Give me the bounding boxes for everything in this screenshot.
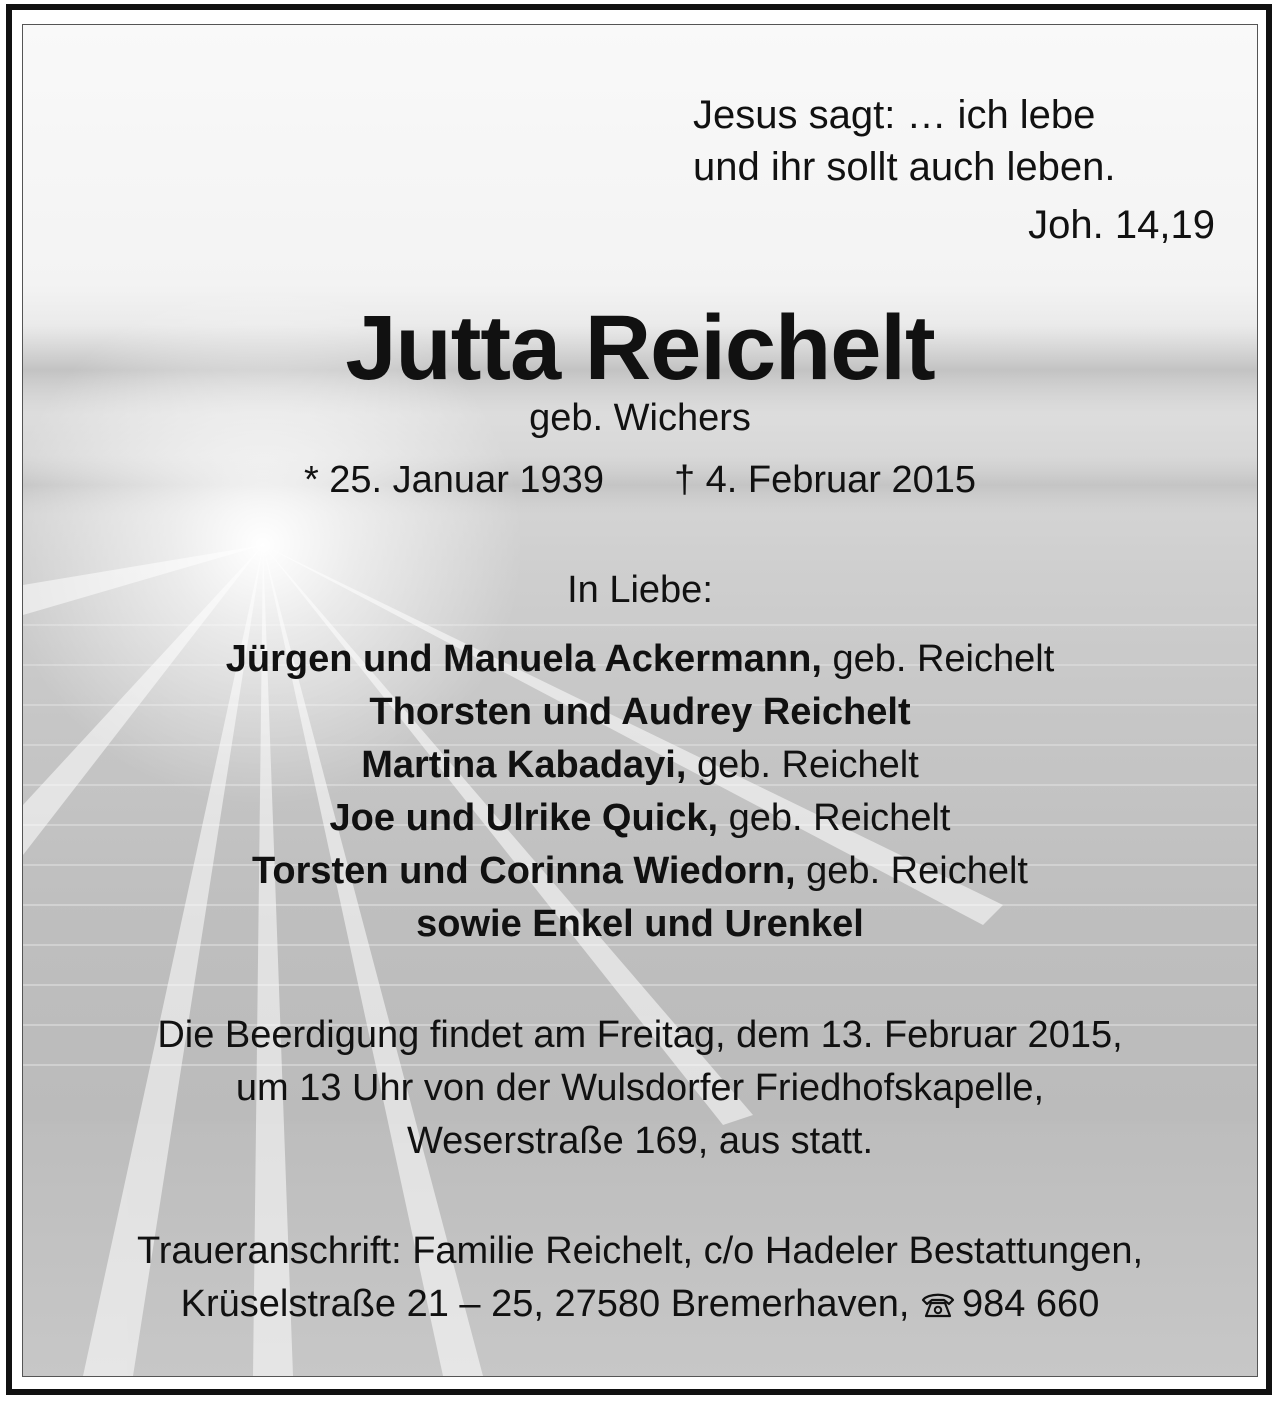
birth-date: * 25. Januar 1939 [303, 459, 604, 501]
mourner-line [23, 686, 1257, 739]
mourner-line [23, 739, 1257, 792]
mourner-suffix: geb. Reichelt [821, 638, 1055, 680]
notice-panel [22, 24, 1258, 1377]
mourner-name: Jürgen und Manuela Ackermann, [225, 638, 822, 680]
verse-line: und ihr sollt auch leben. [693, 145, 1116, 189]
maiden-name: geb. Wichers [529, 397, 751, 439]
mourner-name: sowie Enkel und Urenkel [416, 903, 864, 945]
address-line: Traueranschrift: Familie Reichelt, c/o Hadeler Bestattungen, [136, 1230, 1144, 1272]
life-dates [23, 455, 1257, 505]
address-line [23, 1278, 1257, 1331]
funeral-notice-line: Weserstraße 169, aus statt. [406, 1120, 874, 1162]
mourner-name: Thorsten und Audrey Reichelt [369, 691, 911, 733]
bible-verse [693, 89, 1213, 193]
mourner-name: Joe und Ulrike Quick, [329, 797, 719, 839]
telephone-icon [920, 1282, 956, 1335]
deceased-name: Jutta Reichelt [345, 297, 935, 399]
mourner-name: Martina Kabadayi, [361, 744, 687, 786]
mourning-address [23, 1225, 1257, 1331]
mourner-suffix: geb. Reichelt [718, 797, 951, 839]
mourner-suffix: geb. Reichelt [795, 850, 1028, 892]
mourner-line [23, 633, 1257, 686]
address-street: Krüselstraße 21 – 25, 27580 Bremerhaven, [180, 1283, 910, 1325]
death-date: † 4. Februar 2015 [673, 459, 977, 501]
mourner-suffix: geb. Reichelt [686, 744, 919, 786]
mourner-line [23, 792, 1257, 845]
funeral-notice-line: Die Beerdigung findet am Freitag, dem 13. Februar 2015, [157, 1014, 1123, 1056]
mourner-line [23, 898, 1257, 951]
phone-number: 984 660 [961, 1283, 1100, 1325]
funeral-notice-line: um 13 Uhr von der Wulsdorfer Friedhofskapelle, [235, 1067, 1045, 1109]
verse-reference: Joh. 14,19 [1028, 203, 1215, 247]
mourner-line [23, 845, 1257, 898]
mourner-name: Torsten und Corinna Wiedorn, [252, 850, 796, 892]
funeral-notice [23, 1009, 1257, 1168]
mourners-list [23, 633, 1257, 951]
verse-line: Jesus sagt: … ich lebe [693, 93, 1096, 137]
notice-frame [6, 4, 1272, 1395]
in-love-label: In Liebe: [567, 569, 713, 611]
notice-content [23, 25, 1257, 1376]
